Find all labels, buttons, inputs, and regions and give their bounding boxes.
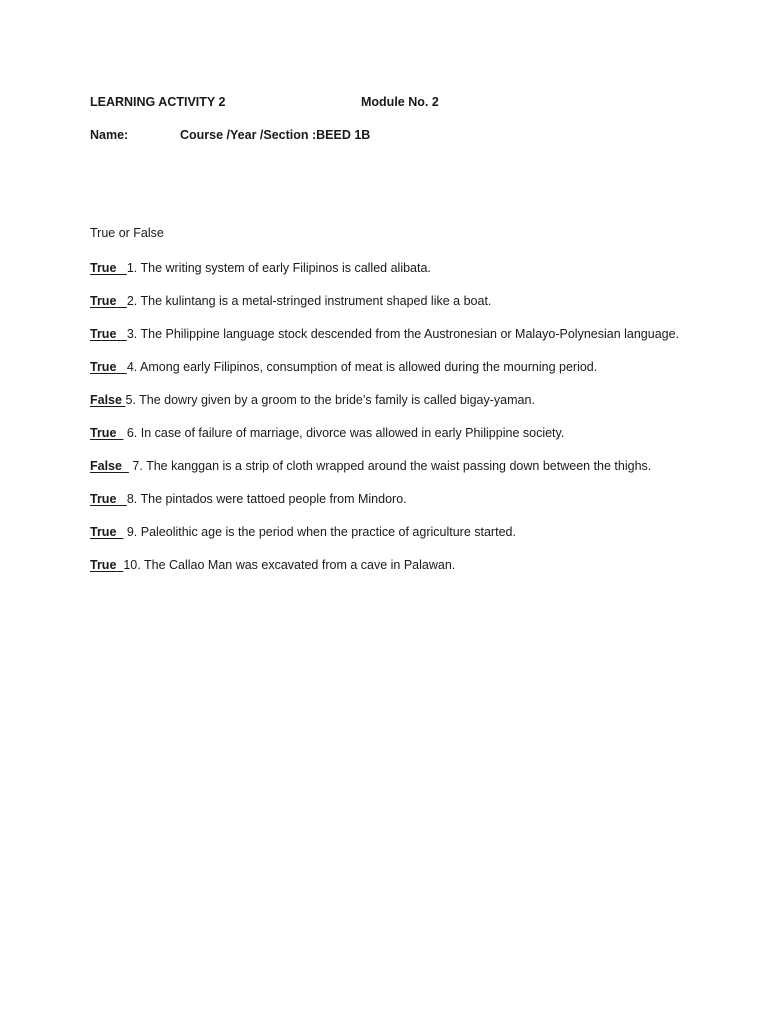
answer: True bbox=[90, 492, 117, 506]
answer: False bbox=[90, 393, 122, 407]
answer: True bbox=[90, 525, 117, 539]
question-text: 9. Paleolithic age is the period when the practice of agriculture started. bbox=[123, 525, 516, 539]
question-text: 3. The Philippine language stock descended from the Austronesian or Malayo-Polynesian language. bbox=[126, 327, 680, 341]
question-item bbox=[90, 259, 680, 279]
activity-title: LEARNING ACTIVITY 2 bbox=[90, 95, 226, 109]
question-text: 10. The Callao Man was excavated from a cave in Palawan. bbox=[123, 558, 456, 572]
module-number: Module No. 2 bbox=[361, 95, 439, 109]
question-item bbox=[90, 325, 680, 345]
section-title: True or False bbox=[90, 226, 164, 240]
answer-blank bbox=[116, 492, 126, 506]
answer-blank bbox=[116, 294, 126, 308]
question-text: 5. The dowry given by a groom to the bride’s family is called bigay-yaman. bbox=[125, 393, 535, 407]
question-text: 1. The writing system of early Filipinos is called alibata. bbox=[126, 261, 431, 275]
answer: False bbox=[90, 459, 122, 473]
answer-blank bbox=[122, 459, 129, 473]
question-item bbox=[90, 424, 680, 444]
question-text: 8. The pintados were tattoed people from Mindoro. bbox=[126, 492, 407, 506]
answer-blank bbox=[116, 360, 126, 374]
question-item bbox=[90, 556, 680, 576]
question-text: 4. Among early Filipinos, consumption of meat is allowed during the mourning period. bbox=[126, 360, 598, 374]
answer: True bbox=[90, 558, 117, 572]
course-year-section: Course /Year /Section :BEED 1B bbox=[180, 128, 371, 142]
question-item bbox=[90, 292, 680, 312]
answer: True bbox=[90, 426, 117, 440]
name-label: Name: bbox=[90, 128, 129, 142]
question-list bbox=[90, 259, 680, 589]
answer: True bbox=[90, 360, 117, 374]
question-item bbox=[90, 358, 680, 378]
question-text: 6. In case of failure of marriage, divorce was allowed in early Philippine society. bbox=[123, 426, 565, 440]
answer-blank bbox=[116, 327, 126, 341]
question-item bbox=[90, 490, 680, 510]
answer: True bbox=[90, 294, 117, 308]
question-text: 7. The kanggan is a strip of cloth wrapped around the waist passing down between the thighs. bbox=[128, 459, 652, 473]
question-item bbox=[90, 457, 680, 477]
answer: True bbox=[90, 261, 117, 275]
answer-blank bbox=[116, 261, 126, 275]
question-item bbox=[90, 523, 680, 543]
question-text: 2. The kulintang is a metal-stringed instrument shaped like a boat. bbox=[126, 294, 492, 308]
question-item bbox=[90, 391, 680, 411]
answer: True bbox=[90, 327, 117, 341]
